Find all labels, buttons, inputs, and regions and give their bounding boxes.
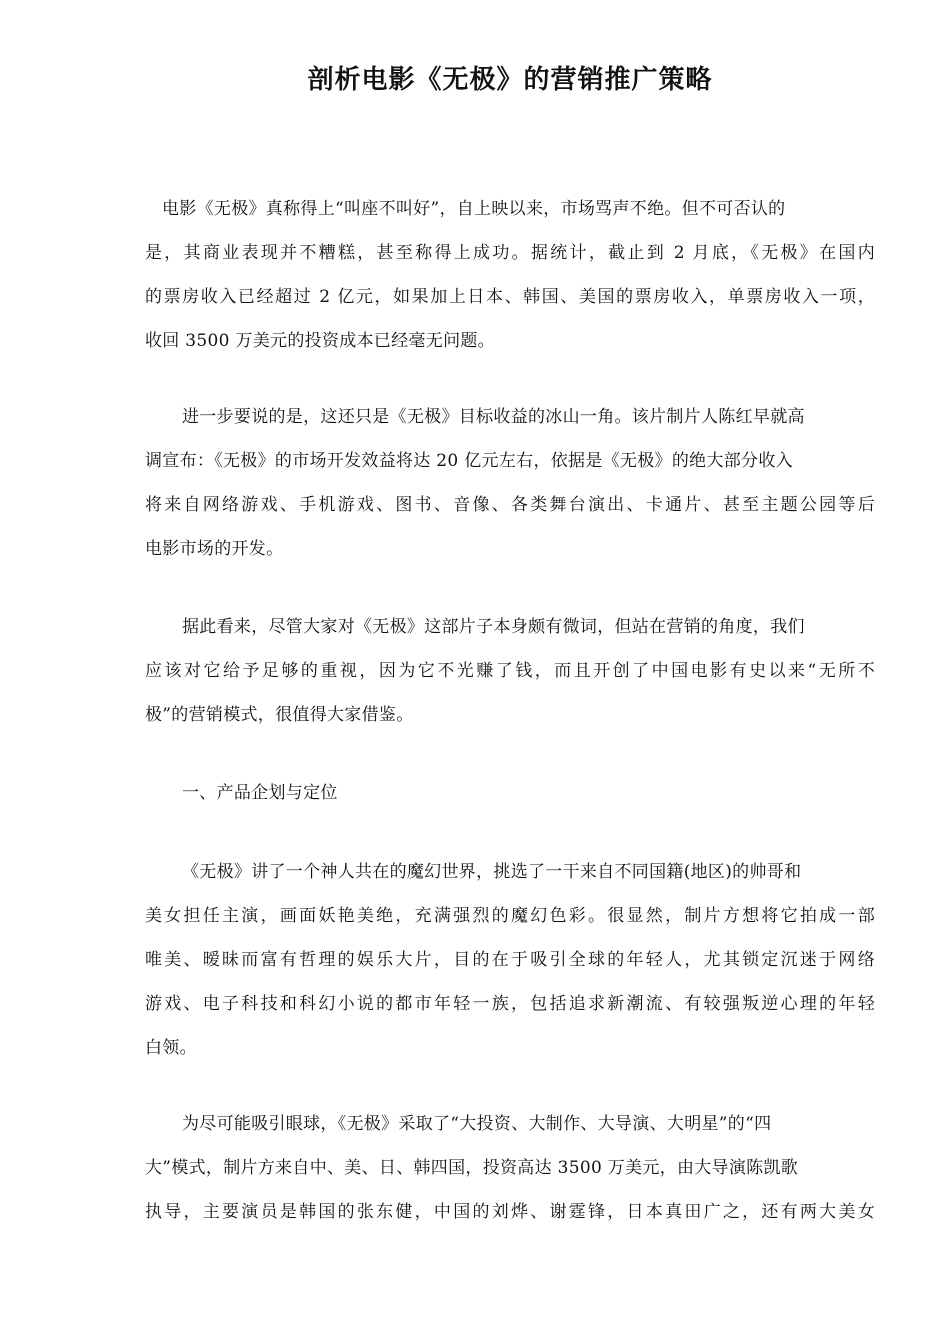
- paragraph-line: 唯美、暧昧而富有哲理的娱乐大片，目的在于吸引全球的年轻人，尤其锁定沉迷于网络: [145, 950, 875, 970]
- paragraph-line: 据此看来，尽管大家对《无极》这部片子本身颇有微词，但站在营销的角度，我们: [182, 617, 805, 637]
- paragraph-line: 将来自网络游戏、手机游戏、图书、音像、各类舞台演出、卡通片、甚至主题公园等后: [145, 495, 875, 515]
- paragraph-line: 大”模式，制片方来自中、美、日、韩四国，投资高达 3500 万美元，由大导演陈凯歌: [145, 1158, 799, 1178]
- paragraph-line: 调宣布：《无极》的市场开发效益将达 20 亿元左右，依据是《无极》的绝大部分收入: [145, 451, 793, 471]
- paragraph-line: 进一步要说的是，这还只是《无极》目标收益的冰山一角。该片制片人陈红早就高: [182, 407, 805, 427]
- paragraph-line: 白领。: [145, 1038, 197, 1058]
- paragraph-line: 的票房收入已经超过 2 亿元，如果加上日本、韩国、美国的票房收入，单票房收入一项，: [145, 287, 875, 307]
- paragraph-line: 执导，主要演员是韩国的张东健，中国的刘烨、谢霆锋，日本真田广之，还有两大美女: [145, 1202, 875, 1222]
- paragraph-5: [145, 850, 875, 1070]
- paragraph-line: 《无极》讲了一个神人共在的魔幻世界，挑选了一干来自不同国籍(地区)的帅哥和: [182, 862, 802, 882]
- paragraph-line: 是，其商业表现并不糟糕，甚至称得上成功。据统计，截止到 2 月底，《无极》在国内: [145, 243, 875, 263]
- paragraph-line: 美女担任主演，画面妖艳美绝，充满强烈的魔幻色彩。很显然，制片方想将它拍成一部: [145, 906, 875, 926]
- paragraph-line: 应该对它给予足够的重视，因为它不光赚了钱，而且开创了中国电影有史以来“无所不: [145, 661, 875, 681]
- paragraph-line: 电影市场的开发。: [145, 539, 284, 559]
- paragraph-line: 电影《无极》真称得上“叫座不叫好”，自上映以来，市场骂声不绝。但不可否认的: [162, 199, 786, 219]
- paragraph-line: 为尽可能吸引眼球，《无极》采取了“大投资、大制作、大导演、大明星”的“四: [182, 1114, 772, 1134]
- paragraph-line: 游戏、电子科技和科幻小说的都市年轻一族，包括追求新潮流、有较强叛逆心理的年轻: [145, 994, 875, 1014]
- section-heading: [145, 771, 875, 815]
- paragraph-line: 收回 3500 万美元的投资成本已经毫无问题。: [145, 331, 495, 351]
- paragraph-line: 极”的营销模式，很值得大家借鉴。: [145, 705, 414, 725]
- paragraph-2: [145, 395, 875, 571]
- paragraph-1: [145, 187, 875, 363]
- section-heading-text: 一、产品企划与定位: [182, 783, 338, 803]
- paragraph-3: [145, 605, 875, 737]
- document-title: 剖析电影《无极》的营销推广策略: [307, 65, 713, 95]
- paragraph-6: [145, 1102, 875, 1234]
